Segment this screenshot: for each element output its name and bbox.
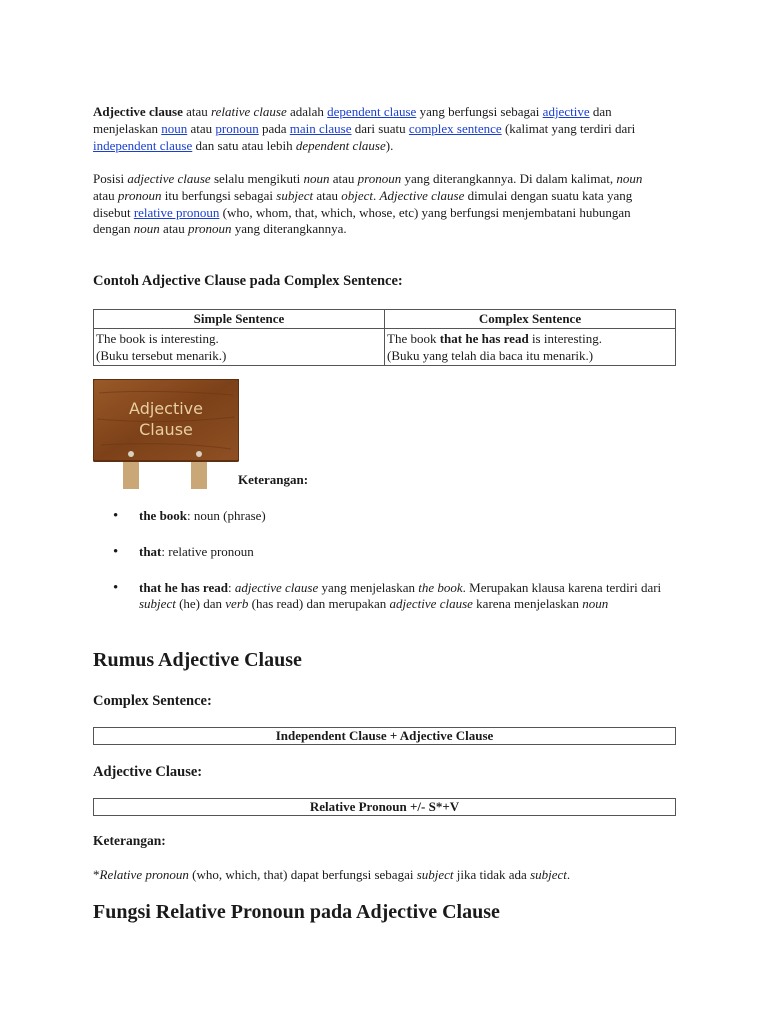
nail-right [196,451,202,457]
italic-term: the book [418,579,463,595]
italic-term: noun [303,171,330,186]
cell-bold-text: that he has read [439,331,529,346]
text: dimulai dengan suatu kata yang disebut [93,187,633,220]
notes-list [93,508,676,613]
sign-text-line2: Clause [139,420,193,439]
text: adalah [286,104,328,119]
text: yang diterangkannya. Di dalam kalimat, [401,171,617,186]
link-dependent-clause[interactable]: dependent clause [327,104,417,119]
link-complex-sentence[interactable]: complex sentence [408,120,502,136]
text: yang diterangkannya. [231,221,347,237]
table-row [94,329,676,366]
text: (he) dan [175,596,226,612]
fungsi-heading: Fungsi Relative Pronoun pada Adjective Clause [93,901,500,923]
column-header-simple: Simple Sentence [94,310,385,329]
text: atau [187,120,216,136]
text: atau [93,187,118,203]
link-pronoun[interactable]: pronoun [215,120,259,136]
italic-term: object [341,187,374,203]
list-item [93,580,676,614]
list-item [93,544,676,561]
footnote [93,867,570,884]
text: selalu mengikuti [210,171,304,186]
position-paragraph [93,171,658,238]
sign-text-line1: Adjective [129,399,203,418]
link-main-clause[interactable]: main clause [289,120,352,136]
intro-paragraph [93,104,676,154]
text: (has read) dan merupakan [248,596,390,612]
cell-text: is interesting. [528,331,602,346]
text: atau [329,171,358,186]
keterangan-label: Keterangan: [238,472,309,487]
cell-line: (Buku tersebut menarik.) [96,348,227,363]
cell-line: (Buku yang telah dia baca itu menarik.) [387,348,594,363]
link-relative-pronoun[interactable]: relative pronoun [133,204,220,220]
italic-term: subject [530,867,567,882]
bold-term: that [139,543,162,559]
keterangan-label: Keterangan: [93,833,166,848]
text: atau [182,104,212,119]
text: itu berfungsi sebagai [161,187,277,203]
text: dari suatu [351,120,409,136]
italic-term: pronoun [117,187,162,203]
text: yang berfungsi sebagai [416,104,543,119]
text: . Merupakan klausa karena terdiri dari [462,579,662,595]
text: atau [159,221,188,237]
example-table [93,309,676,366]
italic-term: Relative pronoun [99,867,189,882]
cell-line: The book is interesting. [96,331,219,346]
rumus-heading: Rumus Adjective Clause [93,649,302,671]
link-noun[interactable]: noun [161,120,188,136]
italic-term: subject [276,187,314,203]
example-heading: Contoh Adjective Clause pada Complex Sentence: [93,273,403,289]
link-independent-clause[interactable]: independent clause [93,137,193,153]
complex-sentence-label: Complex Sentence: [93,693,212,709]
italic-term: noun [133,221,160,237]
text: jika tidak ada [453,867,531,882]
italic-term: noun [582,596,609,612]
text: yang menjelaskan [318,579,419,595]
nail-left [128,451,134,457]
italic-term: subject [139,596,176,612]
bold-term: that he has read [139,579,228,595]
text: ). [385,137,394,153]
italic-term: adjective clause [234,579,319,595]
text: (who, whom, that, which, whose, etc) yang berfungsi menjembatani hubungan dengan [93,204,631,237]
text: : noun (phrase) [187,508,266,523]
italic-term: subject [416,867,454,882]
text: karena menjelaskan [472,596,583,612]
link-adjective[interactable]: adjective [542,104,590,119]
table-header-row [94,310,676,329]
text: dan menjelaskan [93,104,612,136]
cell-text: The book [387,331,440,346]
complex-sentence-formula: Independent Clause + Adjective Clause [93,727,676,745]
text: dan satu atau lebih [192,137,296,153]
text: Posisi [93,171,128,186]
italic-term: adjective clause [389,596,473,612]
text: pada [258,120,290,136]
text: (kalimat yang terdiri dari [501,120,636,136]
italic-term: dependent clause [295,137,386,153]
italic-term: Adjective clause [379,187,465,203]
term-adjective-clause: Adjective clause [93,104,183,119]
italic-term: noun [616,171,643,186]
italic-term: verb [225,596,249,612]
adjective-clause-sign-image [93,379,239,489]
text: : [227,579,235,595]
list-item [93,508,676,525]
text: : relative pronoun [161,543,254,559]
term-relative-clause: relative clause [211,104,287,119]
asterisk: * [93,867,100,882]
bold-term: the book [139,508,188,523]
adjective-clause-formula: Relative Pronoun +/- S*+V [93,798,676,816]
italic-term: pronoun [187,221,232,237]
cell-complex [385,329,676,366]
text: . [566,867,571,882]
text: (who, which, that) dapat berfungsi sebagai [188,867,417,882]
italic-term: adjective clause [127,171,211,186]
adjective-clause-label: Adjective Clause: [93,764,203,780]
text: . [373,187,380,203]
column-header-complex: Complex Sentence [385,310,676,329]
cell-simple [94,329,385,366]
text: atau [313,187,342,203]
italic-term: pronoun [357,171,402,186]
